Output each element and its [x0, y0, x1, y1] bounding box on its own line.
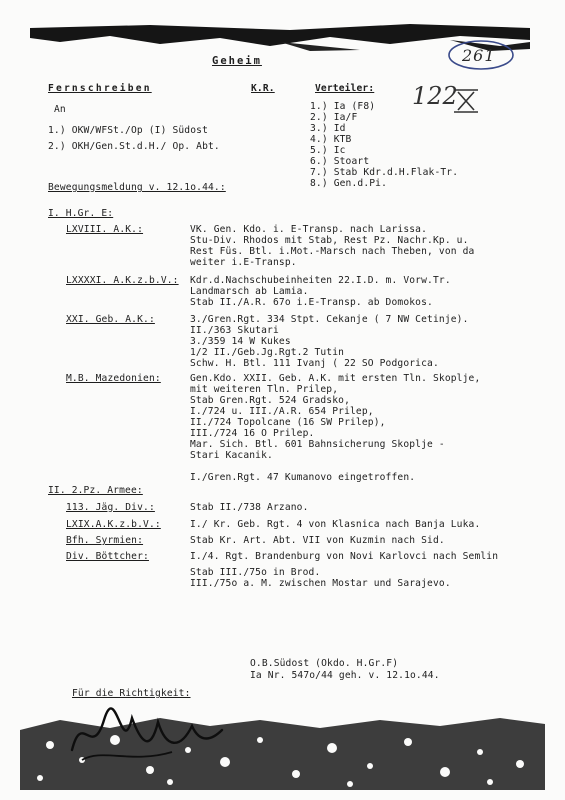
certification-label: Für die Richtigkeit:	[72, 688, 191, 699]
unit-label: 113. Jäg. Div.:	[66, 502, 155, 513]
entry-line: I./4. Rgt. Brandenburg von Novi Karlovci nach Semlin	[190, 551, 499, 562]
entry-line: III./75o a. M. zwischen Mostar und Sarajevo.	[190, 578, 451, 589]
entry-line: 3./Gren.Rgt. 334 Stpt. Cekanje ( 7 NW Cetinje).	[190, 314, 469, 325]
kr-mark: K.R.	[251, 83, 275, 94]
entry-line: VK. Gen. Kdo. i. E-Transp. nach Larissa.	[190, 224, 428, 235]
entry-line: II./724 Topolcane (16 SW Prilep),	[190, 417, 386, 428]
entry-line: I./724 u. III./A.R. 654 Prilep,	[190, 406, 374, 417]
entry-line: Stab II./738 Arzano.	[190, 502, 309, 513]
entry-line: II./363 Skutari	[190, 325, 279, 336]
addressee-line: 2.) OKH/Gen.St.d.H./ Op. Abt.	[48, 141, 220, 152]
entry-line: 3./359 14 W Kukes	[190, 336, 291, 347]
distribution-item: 8.) Gen.d.Pi.	[310, 178, 388, 189]
unit-label: Div. Böttcher:	[66, 551, 149, 562]
distribution-item: 4.) KTB	[310, 134, 352, 145]
stamp-number: 261	[462, 46, 496, 65]
unit-label: XXI. Geb. A.K.:	[66, 314, 155, 325]
section-heading: II. 2.Pz. Armee:	[48, 485, 143, 496]
entry-line: III./724 16 O Prilep.	[190, 428, 315, 439]
entry-line: mit weiteren Tln. Prilep,	[190, 384, 339, 395]
entry-line: Stu-Div. Rhodos mit Stab, Rest Pz. Nachr.Kp. u.	[190, 235, 469, 246]
entry-line: Mar. Sich. Btl. 601 Bahnsicherung Skoplje -	[190, 439, 445, 450]
entry-line: Stab Gren.Rgt. 524 Gradsko,	[190, 395, 350, 406]
distribution-label: Verteiler:	[315, 83, 375, 94]
sender-line: O.B.Südost (Okdo. H.Gr.F)	[250, 658, 399, 669]
entry-line: Stab III./75o in Brod.	[190, 567, 321, 578]
unit-label: LXXXXI. A.K.z.b.V.:	[66, 275, 179, 286]
entry-line: 1/2 II./Geb.Jg.Rgt.2 Tutin	[190, 347, 345, 358]
unit-label: Bfh. Syrmien:	[66, 535, 144, 546]
distribution-item: 2.) Ia/F	[310, 112, 358, 123]
unit-label: LXIX.A.K.z.b.V.:	[66, 519, 161, 530]
addressee-label: An	[54, 104, 66, 115]
entry-line: Landmarsch ab Lamia.	[190, 286, 309, 297]
entry-line: I./ Kr. Geb. Rgt. 4 von Klasnica nach Banja Luka.	[190, 519, 481, 530]
entry-line: Schw. H. Btl. 111 Ivanj ( 22 SO Podgorica.	[190, 358, 439, 369]
entry-line: Gen.Kdo. XXII. Geb. A.K. mit ersten Tln. Skoplje,	[190, 373, 481, 384]
handwritten-number: 122	[412, 82, 458, 110]
reference-line: Ia Nr. 547o/44 geh. v. 12.1o.44.	[250, 670, 440, 681]
distribution-item: 3.) Id	[310, 123, 346, 134]
entry-line: weiter i.E-Transp.	[190, 257, 297, 268]
entry-line: Stab Kr. Art. Abt. VII von Kuzmin nach Sid.	[190, 535, 445, 546]
distribution-item: 6.) Stoart	[310, 156, 370, 167]
doc-type: Fernschreiben	[48, 83, 152, 94]
entry-line: I./Gren.Rgt. 47 Kumanovo eingetroffen.	[190, 472, 416, 483]
entry-line: Stari Kacanik.	[190, 450, 273, 461]
handwritten-signature	[62, 700, 232, 770]
unit-label: M.B. Mazedonien:	[66, 373, 161, 384]
entry-line: Rest Füs. Btl. i.Mot.-Marsch nach Theben, von da	[190, 246, 475, 257]
section-heading: I. H.Gr. E:	[48, 208, 114, 219]
distribution-item: 7.) Stab Kdr.d.H.Flak-Tr.	[310, 167, 459, 178]
entry-line: Kdr.d.Nachschubeinheiten 22.I.D. m. Vorw.Tr.	[190, 275, 451, 286]
distribution-item: 1.) Ia (F8)	[310, 101, 376, 112]
subject-line: Bewegungsmeldung v. 12.1o.44.:	[48, 182, 226, 193]
entry-line: Stab II./A.R. 67o i.E-Transp. ab Domokos.	[190, 297, 433, 308]
document-title: Geheim	[212, 55, 262, 67]
handwritten-roman-mark	[452, 88, 480, 114]
distribution-item: 5.) Ic	[310, 145, 346, 156]
addressee-line: 1.) OKW/WFSt./Op (I) Südost	[48, 125, 208, 136]
unit-label: LXVIII. A.K.:	[66, 224, 144, 235]
